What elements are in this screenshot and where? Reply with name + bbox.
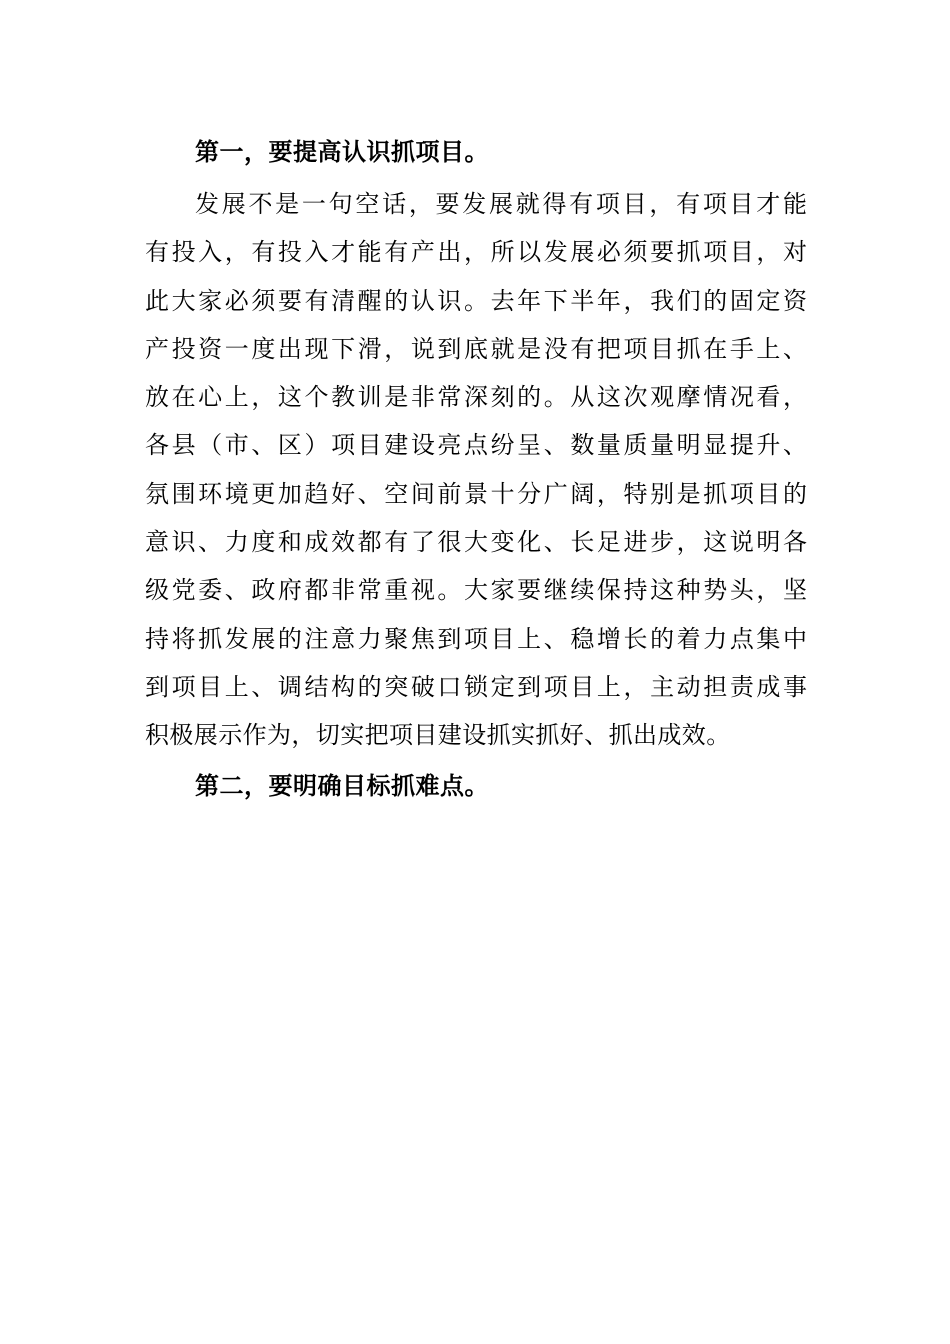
paragraph-line: 持将抓发展的注意力聚焦到项目上、稳增长的着力点集中	[145, 624, 807, 653]
paragraph-line: 到项目上、调结构的突破口锁定到项目上，主动担责成事	[145, 672, 807, 701]
section-heading-1: 第一，要提高认识抓项目。	[195, 138, 489, 166]
paragraph-line: 级党委、政府都非常重视。大家要继续保持这种势头，坚	[145, 576, 807, 605]
document-body	[145, 128, 807, 810]
paragraph-line: 各县（市、区）项目建设亮点纷呈、数量质量明显提升、	[145, 431, 807, 460]
paragraph-line: 意识、力度和成效都有了很大变化、长足进步，这说明各	[145, 528, 807, 557]
paragraph-line: 氛围环境更加趋好、空间前景十分广阔，特别是抓项目的	[145, 479, 807, 508]
body-paragraph	[145, 180, 807, 760]
paragraph-line: 产投资一度出现下滑，说到底就是没有把项目抓在手上、	[145, 334, 807, 363]
section-heading-2: 第二，要明确目标抓难点。	[195, 771, 489, 800]
paragraph-line: 发展不是一句空话，要发展就得有项目，有项目才能	[195, 190, 807, 218]
paragraph-line: 积极展示作为，切实把项目建设抓实抓好、抓出成效。	[145, 721, 731, 750]
paragraph-line: 放在心上，这个教训是非常深刻的。从这次观摩情况看，	[145, 383, 807, 412]
paragraph-line: 有投入，有投入才能有产出，所以发展必须要抓项目，对	[145, 238, 807, 267]
paragraph-line: 此大家必须要有清醒的认识。去年下半年，我们的固定资	[145, 286, 807, 315]
